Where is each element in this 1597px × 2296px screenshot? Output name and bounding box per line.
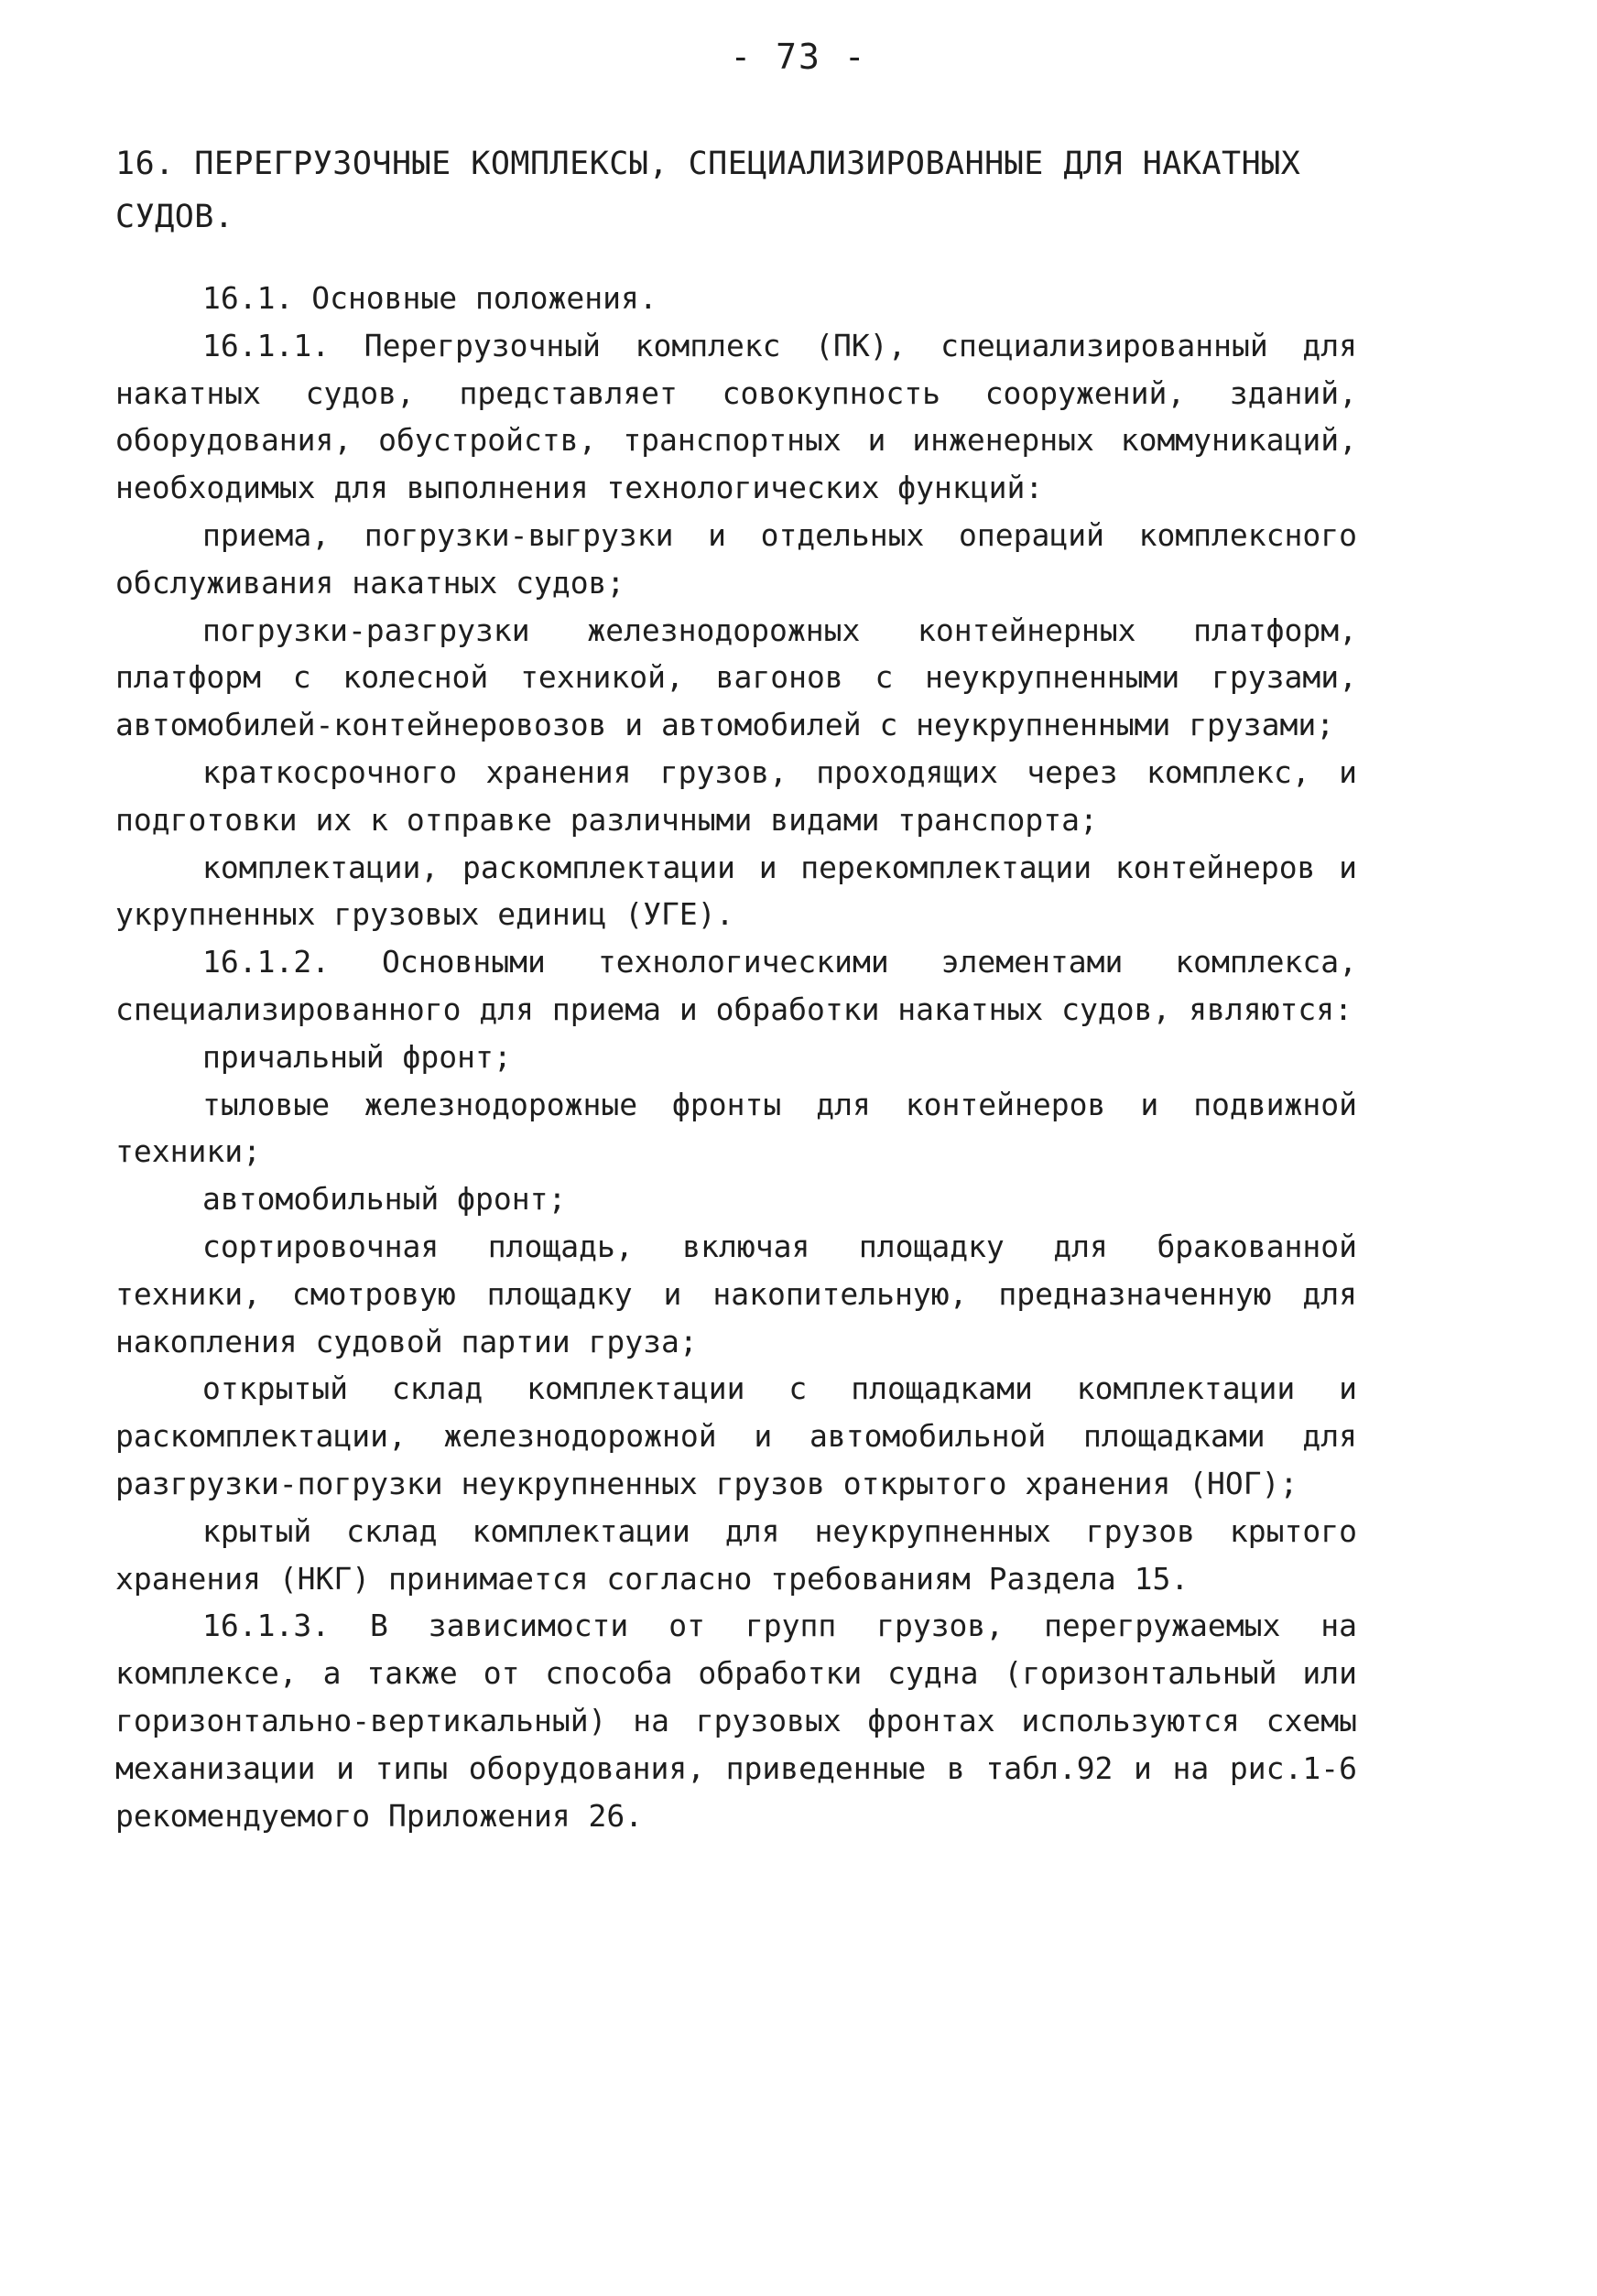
list-item: крытый склад комплектации для неукрупненных грузов крытого хранения (НКГ) принимается согласно требованиям Раздела 15. <box>115 1512 1357 1597</box>
list-item: краткосрочного хранения грузов, проходящих через комплекс, и подготовки их к отправке различными видами транспорта; <box>115 753 1357 838</box>
list-item: открытый склад комплектации с площадками комплектации и раскомплектации, железнодорожной и автомобильной площадками для разгрузки-погрузки неукрупненных грузов открытого хранения (НОГ); <box>115 1370 1357 1501</box>
section-title <box>115 137 1361 244</box>
list-item: автомобильный фронт; <box>202 1181 567 1218</box>
list-item: тыловые железнодорожные фронты для контейнеров и подвижной техники; <box>115 1086 1357 1170</box>
section-title-line-1: 16. ПЕРЕГРУЗОЧНЫЕ КОМПЛЕКСЫ, СПЕЦИАЛИЗИРОВАННЫЕ ДЛЯ НАКАТНЫХ <box>115 146 1301 182</box>
paragraph: 16.1.3. В зависимости от групп грузов, перегружаемых на комплексе, а также от способа обработки судна (горизонтальный или горизонтально-вертикальный) на грузовых фронтах используются схемы механизации и типы оборудования, приведенные в табл.92 и на рис.1-6 рекомендуемого Приложения 26. <box>115 1608 1357 1834</box>
paragraph: 16.1.2. Основными технологическими элементами комплекса, специализированного для приема и обработки накатных судов, являются: <box>115 944 1357 1027</box>
body-text <box>115 275 1357 1839</box>
list-item: комплектации, раскомплектации и перекомплектации контейнеров и укрупненных грузовых единиц (УГЕ). <box>115 849 1357 933</box>
list-item: приема, погрузки-выгрузки и отдельных операций комплексного обслуживания накатных судов; <box>115 516 1357 601</box>
paragraph: 16.1.1. Перегрузочный комплекс (ПК), специализированный для накатных судов, представляет совокупность сооружений, зданий, оборудования, обустройств, транспортных и инженерных коммуникаций, необходимых для выполнения технологических функций: <box>115 327 1357 506</box>
list-item: погрузки-разгрузки железнодорожных контейнерных платформ, платформ с колесной техникой, вагонов с неукрупненными грузами, автомобилей-контейнеровозов и автомобилей с неукрупненными грузами; <box>115 612 1357 743</box>
list-item: причальный фронт; <box>202 1038 512 1075</box>
list-item: сортировочная площадь, включая площадку для бракованной техники, смотровую площадку и накопительную, предназначенную для накопления судовой партии груза; <box>115 1228 1357 1359</box>
subsection-heading: 16.1. Основные положения. <box>202 280 657 316</box>
page-number: - 73 - <box>730 37 867 77</box>
section-title-line-2: СУДОВ. <box>115 199 234 235</box>
